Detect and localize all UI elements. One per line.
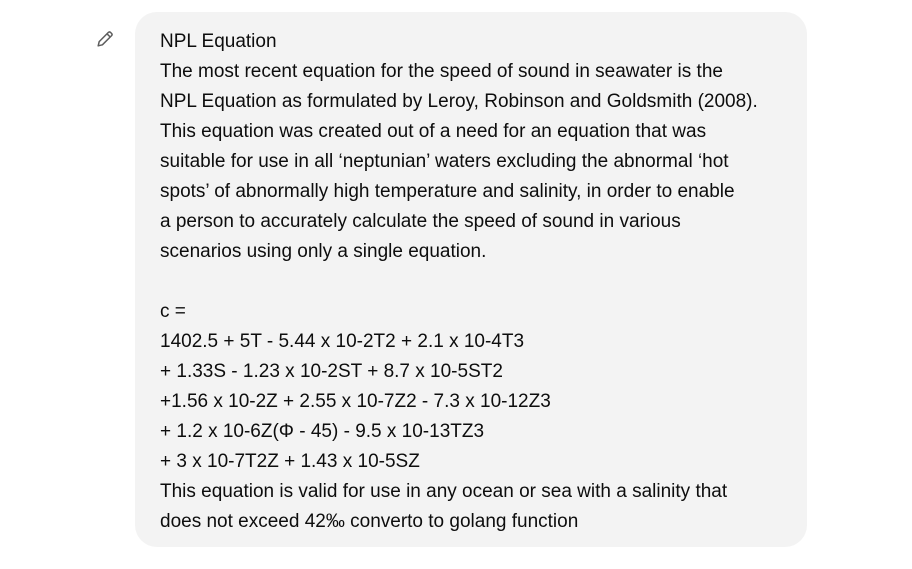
- equation-line: 1402.5 + 5T - 5.44 x 10-2T2 + 2.1 x 10-4T3: [160, 331, 525, 352]
- equation-line: + 1.2 x 10-6Z(Φ - 45) - 9.5 x 10-13TZ3: [160, 421, 485, 442]
- blank-line: [160, 267, 782, 297]
- equation-line: c =: [160, 301, 186, 322]
- intro-line: NPL Equation as formulated by Leroy, Robinson and Goldsmith (2008).: [160, 91, 758, 112]
- closing-line: This equation is valid for use in any ocean or sea with a salinity that: [160, 481, 728, 502]
- message-title: NPL Equation: [160, 31, 277, 52]
- intro-line: scenarios using only a single equation.: [160, 241, 487, 262]
- edit-message-button[interactable]: [94, 28, 116, 50]
- pencil-icon: [95, 29, 115, 49]
- intro-line: suitable for use in all ‘neptunian’ waters excluding the abnormal ‘hot: [160, 151, 729, 172]
- equation-line: + 1.33S - 1.23 x 10-2ST + 8.7 x 10-5ST2: [160, 361, 503, 382]
- intro-line: This equation was created out of a need for an equation that was: [160, 121, 707, 142]
- equation-line: +1.56 x 10-2Z + 2.55 x 10-7Z2 - 7.3 x 10-12Z3: [160, 391, 551, 412]
- intro-line: The most recent equation for the speed of sound in seawater is the: [160, 61, 723, 82]
- intro-line: spots’ of abnormally high temperature and salinity, in order to enable: [160, 181, 735, 202]
- equation-line: + 3 x 10-7T2Z + 1.43 x 10-5SZ: [160, 451, 420, 472]
- intro-line: a person to accurately calculate the speed of sound in various: [160, 211, 681, 232]
- user-message-bubble: [135, 12, 807, 547]
- closing-line: does not exceed 42‰ converto to golang function: [160, 511, 579, 532]
